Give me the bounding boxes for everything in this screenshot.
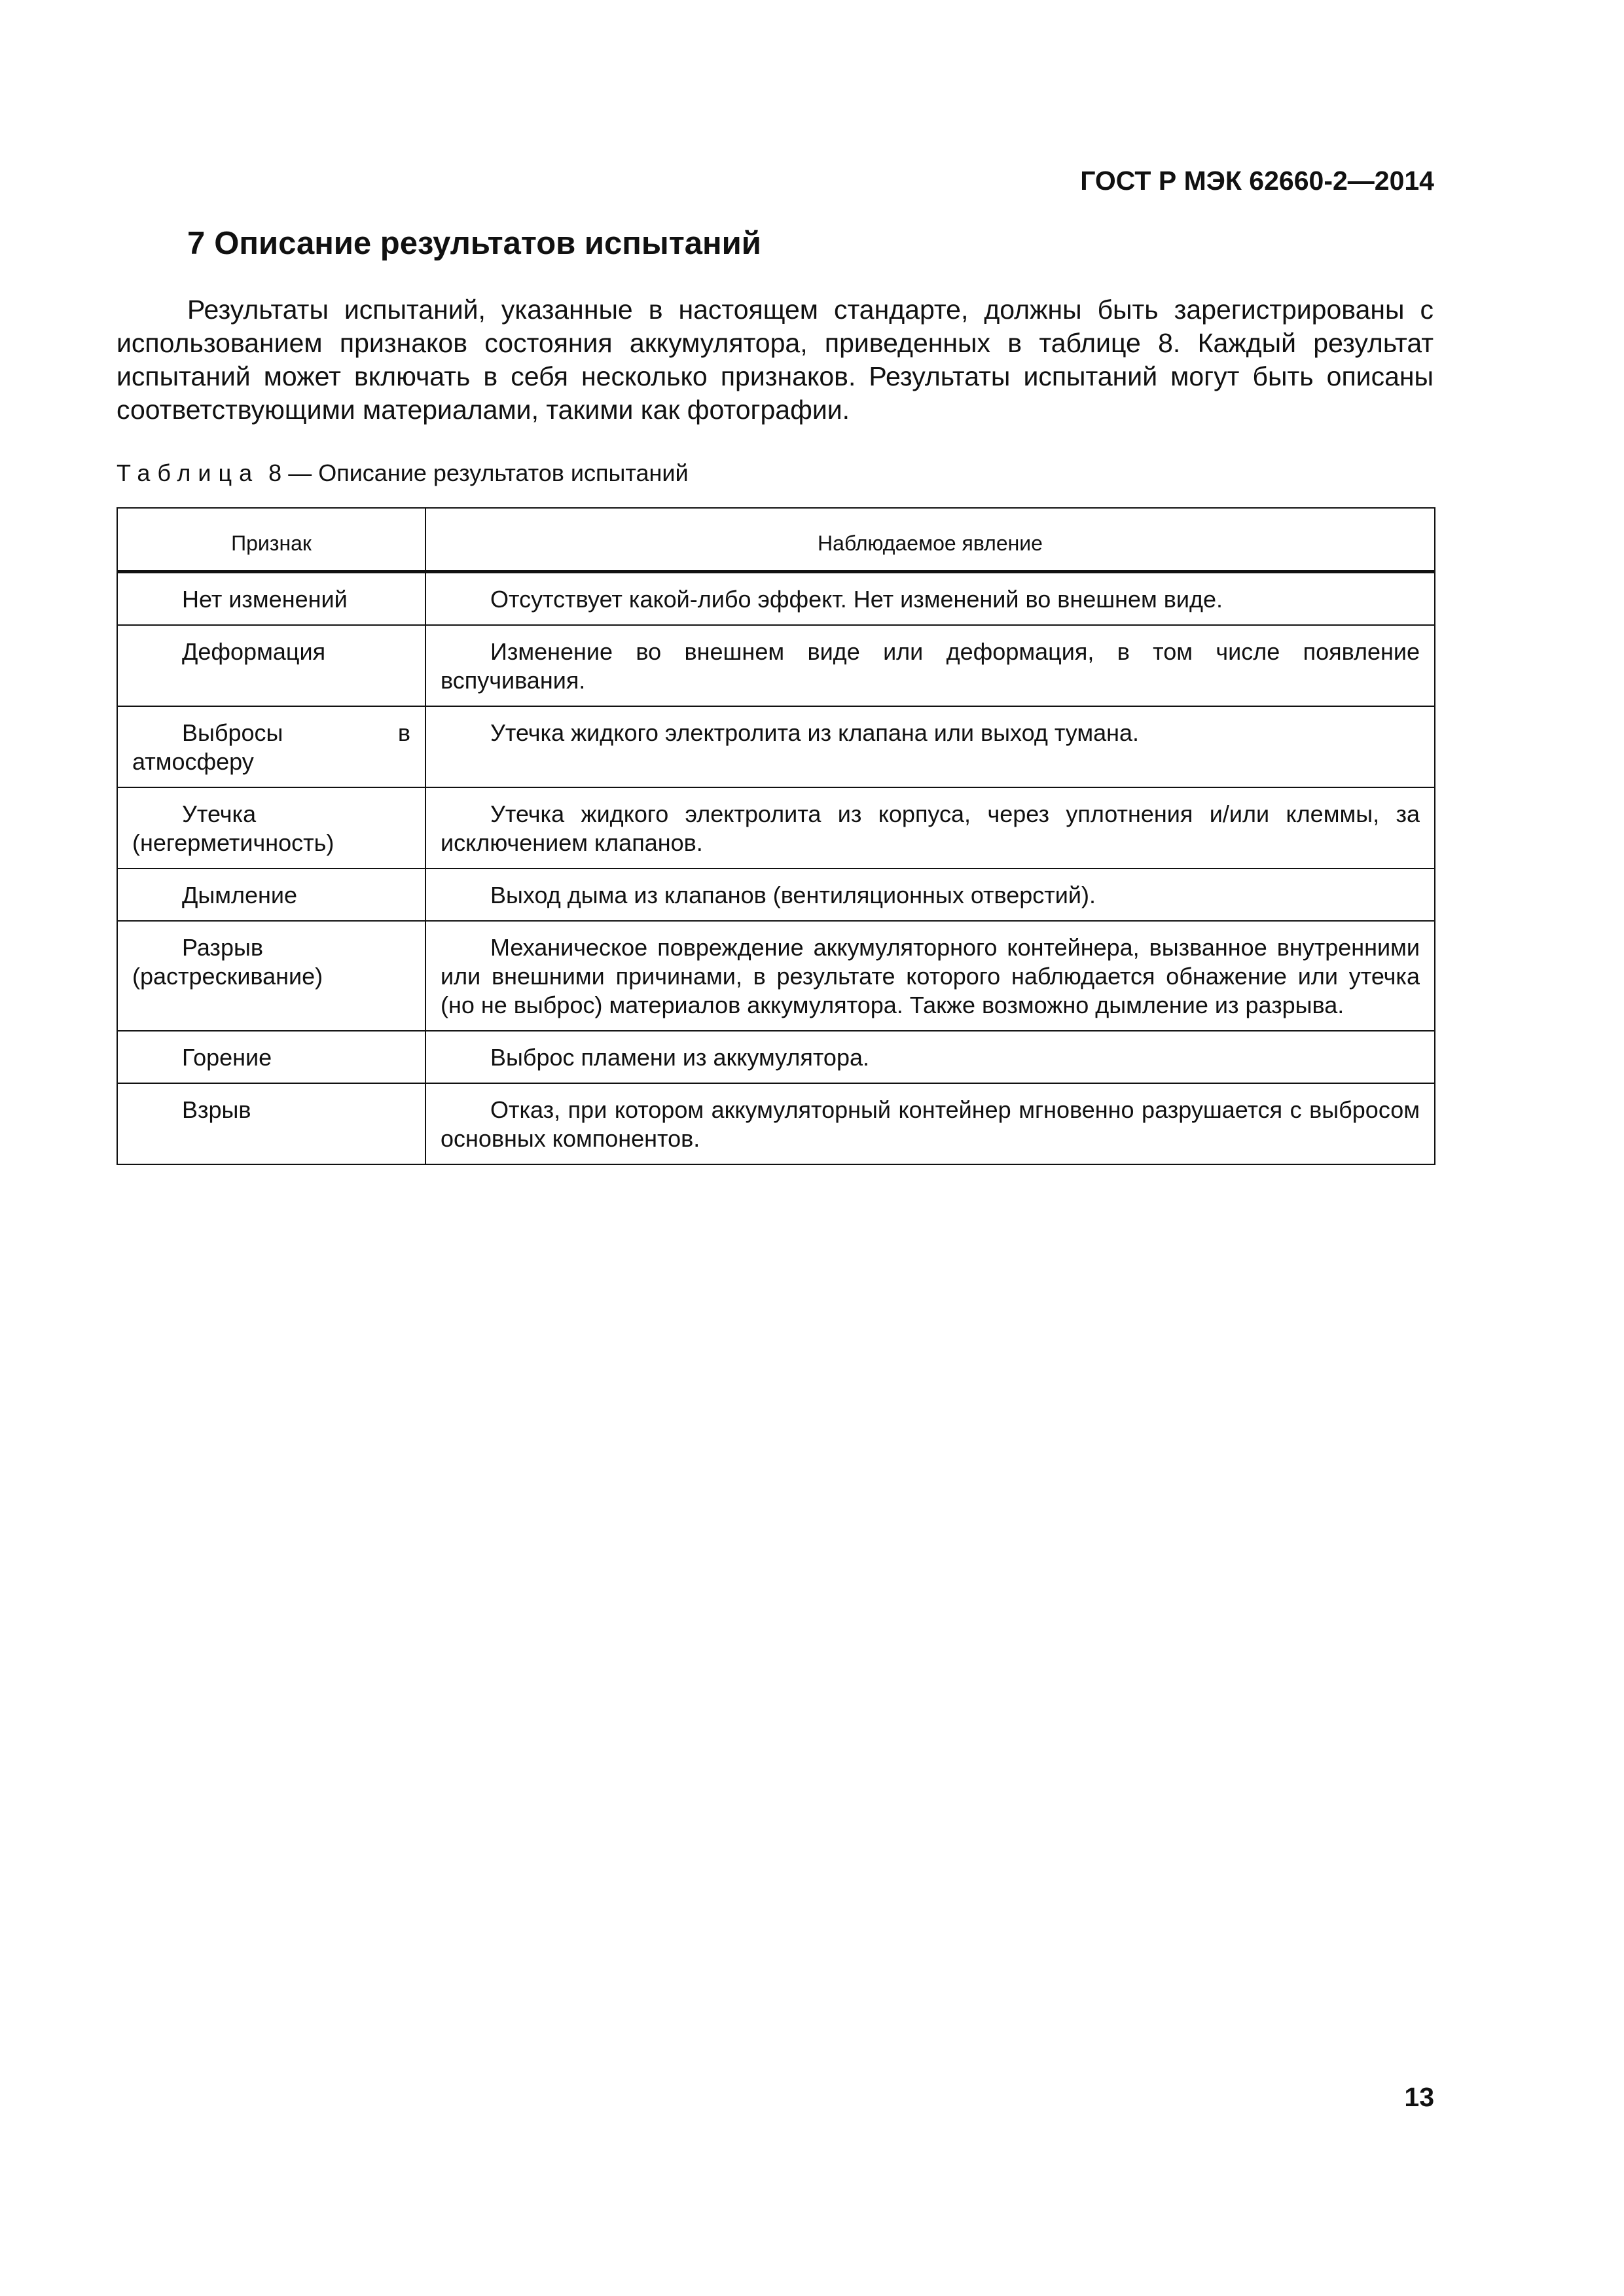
phenomenon-cell: Выход дыма из клапанов (вентиляционных отверстий). (425, 869, 1435, 921)
sign-cell: Нет изменений (117, 572, 425, 626)
sign-cell: Утечка (негерметичность) (117, 787, 425, 869)
sign-cell: Взрыв (117, 1083, 425, 1164)
phenomenon-cell: Механическое повреждение аккумуляторного контейнера, вызванное внутренними или внешними причинами, в результате которого наблюдается обнажение или утечка (но не выброс) материалов аккумулятора. Также возможно дымление из разрыва. (425, 921, 1435, 1031)
phenomenon-cell: Изменение во внешнем виде или деформация, в том числе появление вспучивания. (425, 625, 1435, 706)
phenomenon-cell: Утечка жидкого электролита из клапана или выход тумана. (425, 706, 1435, 787)
table-row (117, 1031, 1435, 1083)
sign-cell: Деформация (117, 625, 425, 706)
table-row (117, 869, 1435, 921)
table-row (117, 921, 1435, 1031)
phenomenon-cell: Отсутствует какой-либо эффект. Нет изменений во внешнем виде. (425, 572, 1435, 626)
table-row (117, 572, 1435, 626)
phenomenon-cell: Отказ, при котором аккумуляторный контейнер мгновенно разрушается с выбросом основных компонентов. (425, 1083, 1435, 1164)
table-row (117, 787, 1435, 869)
section-heading (187, 224, 761, 263)
table-caption-label: Таблица (117, 459, 260, 486)
table-row (117, 706, 1435, 787)
table-caption-text: 8 — Описание результатов испытаний (268, 459, 689, 486)
phenomenon-cell: Утечка жидкого электролита из корпуса, через уплотнения и/или клеммы, за исключением клапанов. (425, 787, 1435, 869)
table-header-row (117, 508, 1435, 572)
phenomenon-cell: Выброс пламени из аккумулятора. (425, 1031, 1435, 1083)
document-code: ГОСТ Р МЭК 62660-2—2014 (1080, 166, 1434, 196)
header-sign: Признак (117, 508, 425, 572)
table-row (117, 1083, 1435, 1164)
sign-cell: Горение (117, 1031, 425, 1083)
table-row (117, 625, 1435, 706)
sign-cell: Разрыв (растрескивание) (117, 921, 425, 1031)
section-title: Описание результатов испытаний (214, 226, 761, 261)
page-number: 13 (1404, 2082, 1434, 2112)
table-caption (117, 458, 689, 488)
results-table (117, 507, 1435, 1165)
header-phenomenon: Наблюдаемое явление (425, 508, 1435, 572)
intro-paragraph: Результаты испытаний, указанные в настоящем стандарте, должны быть зарегистрированы с использованием признаков состояния аккумулятора, приведенных в таблице 8. Каждый результат испытаний может включать в себя несколько признаков. Результаты испытаний могут быть описаны соответствующими материалами, такими как фотографии. (117, 295, 1434, 425)
sign-cell: Выбросы в атмосферу (117, 706, 425, 787)
section-number: 7 (187, 226, 206, 261)
sign-cell: Дымление (117, 869, 425, 921)
